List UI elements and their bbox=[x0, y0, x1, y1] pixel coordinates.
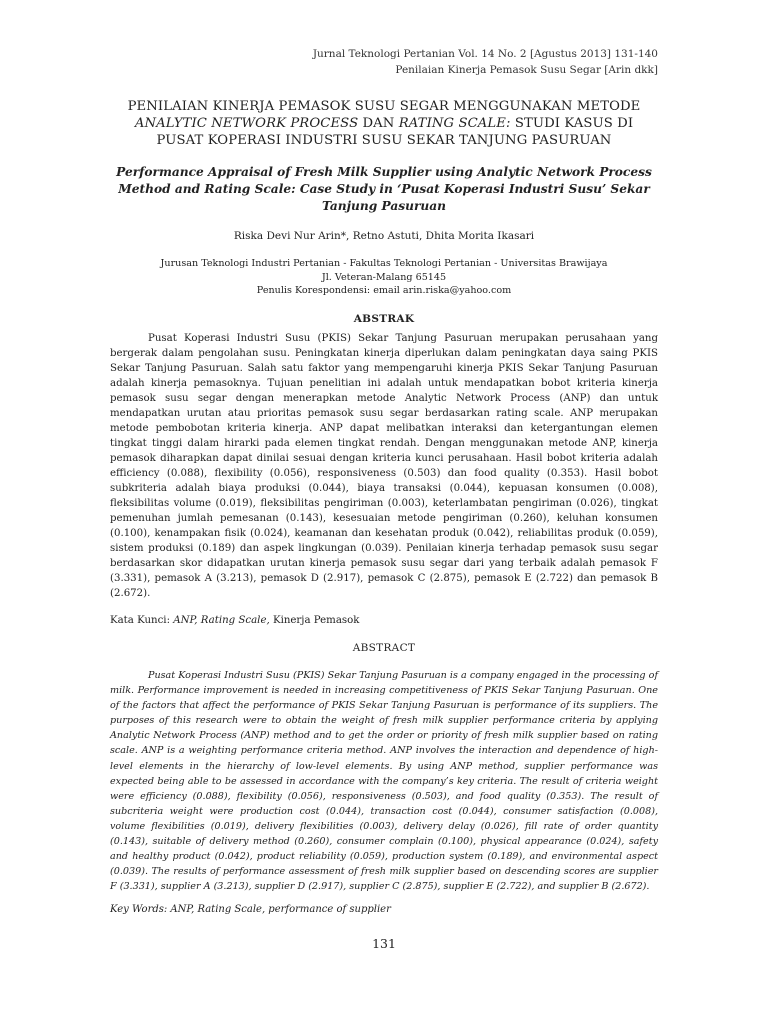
title-line-2 bbox=[90, 115, 678, 132]
paper-title bbox=[90, 98, 678, 149]
title-case-study: STUDI KASUS DI bbox=[510, 116, 634, 131]
english-title: Performance Appraisal of Fresh Milk Supplier using Analytic Network Process Method and Rating Scale: Case Study in ‘Pusat Koperasi Industri Susu’ Sekar Tanjung Pasuruan bbox=[116, 165, 652, 213]
running-title: Penilaian Kinerja Pemasok Susu Segar [Arin dkk] bbox=[395, 64, 658, 76]
abstract-body: Pusat Koperasi Industri Susu (PKIS) Sekar Tanjung Pasuruan is a company engaged in the processing of milk. Performance improvement is needed in increasing competitiveness of PKIS Sekar Tanjung Pasuruan. One of the factors that affect the performance of PKIS Sekar Tanjung Pasuruan is performance of its suppliers. The purposes of this research were to obtain the weight of fresh milk supplier performance criteria by applying Analytic Network Process (ANP) method and to get the order or priority of fresh milk supplier based on rating scale. ANP is a weighting performance criteria method. ANP involves the interaction and dependence of high-level elements in the hierarchy of low-level elements. By using ANP method, supplier performance was expected being able to be assessed in accordance with the company’s key criteria. The result of criteria weight were efficiency (0.088), flexibility (0.056), responsiveness (0.503), and food quality (0.353). The result of subcriteria weight were production cost (0.044), transaction cost (0.044), consumer satisfaction (0.008), volume flexibilities (0.019), delivery flexibilities (0.003), delivery delay (0.026), fill rate of order quantity (0.143), suitable of delivery method (0.260), consumer complain (0.100), physical appearance (0.024), safety and healthy product (0.042), product reliability (0.059), production system (0.189), and environmental aspect (0.039). The results of performance assessment of fresh milk supplier based on descending scores are supplier F (3.331), supplier A (3.213), supplier D (2.917), supplier C (2.875), supplier E (2.722), and supplier B (2.672). bbox=[110, 670, 658, 893]
kata-kunci-terms: ANP, Rating Scale, bbox=[173, 615, 270, 626]
journal-citation: Jurnal Teknologi Pertanian Vol. 14 No. 2 [Agustus 2013] 131-140 bbox=[312, 48, 658, 60]
affiliation bbox=[0, 257, 768, 298]
title-line-3: PUSAT KOPERASI INDUSTRI SUSU SEKAR TANJUNG PASURUAN bbox=[156, 133, 612, 148]
corresponding-email: Penulis Korespondensi: email arin.riska@yahoo.com bbox=[256, 285, 512, 296]
running-header bbox=[313, 46, 658, 78]
kata-kunci-rest: Kinerja Pemasok bbox=[269, 615, 360, 626]
title-conjunction: DAN bbox=[358, 116, 399, 131]
kata-kunci-label: Kata Kunci: bbox=[110, 615, 174, 626]
affiliation-department: Jurusan Teknologi Industri Pertanian - Fakultas Teknologi Pertanian - Universitas Brawijaya bbox=[160, 258, 608, 269]
title-method-anp: ANALYTIC NETWORK PROCESS bbox=[134, 116, 359, 131]
key-words: Key Words: ANP, Rating Scale, performance of supplier bbox=[110, 904, 391, 915]
abstract-heading: ABSTRACT bbox=[352, 642, 416, 654]
kata-kunci bbox=[110, 615, 359, 626]
affiliation-address: Jl. Veteran-Malang 65145 bbox=[321, 271, 447, 283]
abstrak-body: Pusat Koperasi Industri Susu (PKIS) Sekar Tanjung Pasuruan merupakan perusahaan yang bergerak dalam pengolahan susu. Peningkatan kinerja diperlukan dalam peningkatan daya saing PKIS Sekar Tanjung Pasuruan. Salah satu faktor yang mempengaruhi kinerja PKIS Sekar Tanjung Pasuruan adalah kinerja pemasoknya. Tujuan penelitian ini adalah untuk mendapatkan bobot kriteria kinerja pemasok susu segar dengan menerapkan metode Analytic Network Process (ANP) dan untuk mendapatkan urutan atau prioritas pemasok susu segar berdasarkan rating scale. ANP merupakan metode pembobotan kriteria kinerja. ANP dapat melibatkan interaksi dan ketergantungan elemen tingkat tinggi dalam hirarki pada elemen tingkat rendah. Dengan menggunakan metode ANP, kinerja pemasok diharapkan dapat dinilai sesuai dengan kriteria kunci perusahaan. Hasil bobot kriteria adalah efficiency (0.088), flexibility (0.056), responsiveness (0.503) dan food quality (0.353). Hasil bobot subkriteria adalah biaya produksi (0.044), biaya transaksi (0.044), kepuasan konsumen (0.008), fleksibilitas volume (0.019), fleksibilitas pengiriman (0.003), keterlambatan pengiriman (0.026), tingkat pemenuhan jumlah pemesanan (0.143), kesesuaian metode pengiriman (0.260), keluhan konsumen (0.100), kenampakan fisik (0.024), keamanan dan kesehatan produk (0.042), reliabilitas produk (0.059), sistem produksi (0.189) dan aspek lingkungan (0.039). Penilaian kinerja terhadap pemasok susu segar berdasarkan skor didapatkan urutan kinerja pemasok susu segar dari yang terbaik adalah pemasok F (3.331), pemasok A (3.213), pemasok D (2.917), pemasok C (2.875), pemasok E (2.722) dan pemasok B (2.672). bbox=[110, 333, 658, 599]
abstrak-heading: ABSTRAK bbox=[353, 313, 415, 325]
page-number: 131 bbox=[372, 936, 396, 951]
author-list: Riska Devi Nur Arin*, Retno Astuti, Dhita Morita Ikasari bbox=[233, 230, 535, 242]
title-line-1: PENILAIAN KINERJA PEMASOK SUSU SEGAR MENGGUNAKAN METODE bbox=[127, 99, 641, 114]
title-method-rating: RATING SCALE: bbox=[398, 116, 511, 131]
